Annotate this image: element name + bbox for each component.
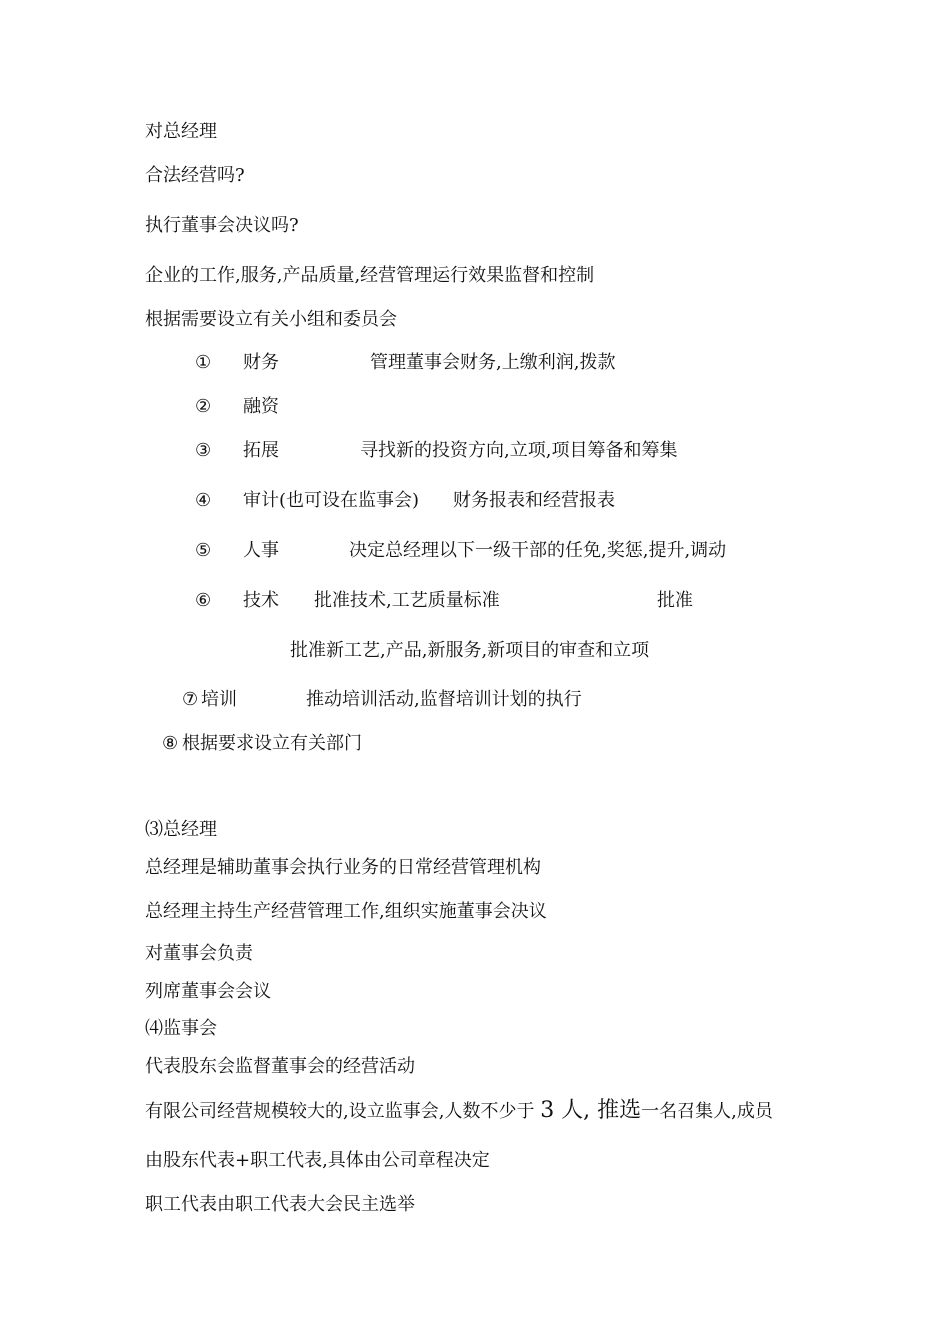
committee-name: 人事 <box>243 540 279 561</box>
committee-desc: 推动培训活动,监督培训计划的执行 <box>306 689 582 710</box>
committee-name: 审计(也可设在监事会) <box>243 490 420 511</box>
text-line: 职工代表由职工代表大会民主选举 <box>145 1194 415 1215</box>
committee-name: 融资 <box>243 396 279 417</box>
item-number: ③ <box>195 440 212 461</box>
text-line: 总经理是辅助董事会执行业务的日常经营管理机构 <box>145 857 541 878</box>
text-line: 对董事会负责 <box>145 943 253 964</box>
text-line: 列席董事会会议 <box>145 981 271 1002</box>
committee-name: 根据要求设立有关部门 <box>182 733 362 754</box>
item-number: ⑥ <box>195 590 212 611</box>
committee-extra: 批准 <box>657 590 693 611</box>
item-number: ① <box>195 352 212 373</box>
text-line: 执行董事会决议吗? <box>145 215 299 236</box>
item-number: ⑧ <box>162 733 179 754</box>
section-heading: ⑷监事会 <box>145 1018 217 1039</box>
committee-desc: 财务报表和经营报表 <box>453 490 615 511</box>
text-segment: 有限公司经营规模较大的,设立监事会,人数不少于 <box>145 1101 535 1122</box>
text-segment-large: 3 人, 推选 <box>540 1098 642 1123</box>
committee-desc: 决定总经理以下一级干部的任免,奖惩,提升,调动 <box>349 540 727 561</box>
text-line: 总经理主持生产经营管理工作,组织实施董事会决议 <box>145 901 547 922</box>
committee-name: 培训 <box>201 689 237 710</box>
committee-desc: 寻找新的投资方向,立项,项目筹备和筹集 <box>360 440 678 461</box>
item-number: ⑤ <box>195 540 212 561</box>
committee-desc-continued: 批准新工艺,产品,新服务,新项目的审查和立项 <box>290 640 650 661</box>
item-number: ② <box>195 396 212 417</box>
committee-name: 财务 <box>243 352 279 373</box>
item-number: ⑦ <box>182 689 199 710</box>
text-segment: 一名召集人,成员 <box>641 1101 773 1122</box>
text-line: 代表股东会监督董事会的经营活动 <box>145 1056 415 1077</box>
committee-name: 拓展 <box>243 440 279 461</box>
item-number: ④ <box>195 490 212 511</box>
committee-desc: 批准技术,工艺质量标准 <box>314 590 500 611</box>
committee-name: 技术 <box>243 590 279 611</box>
text-line <box>145 1099 773 1124</box>
section-heading: ⑶总经理 <box>145 819 217 840</box>
text-line: 由股东代表+职工代表,具体由公司章程决定 <box>145 1150 490 1171</box>
text-line: 根据需要设立有关小组和委员会 <box>145 309 397 330</box>
committee-desc: 管理董事会财务,上缴利润,拨款 <box>370 352 616 373</box>
text-line: 对总经理 <box>145 121 217 142</box>
text-line: 合法经营吗? <box>145 165 245 186</box>
text-line: 企业的工作,服务,产品质量,经营管理运行效果监督和控制 <box>145 265 595 286</box>
